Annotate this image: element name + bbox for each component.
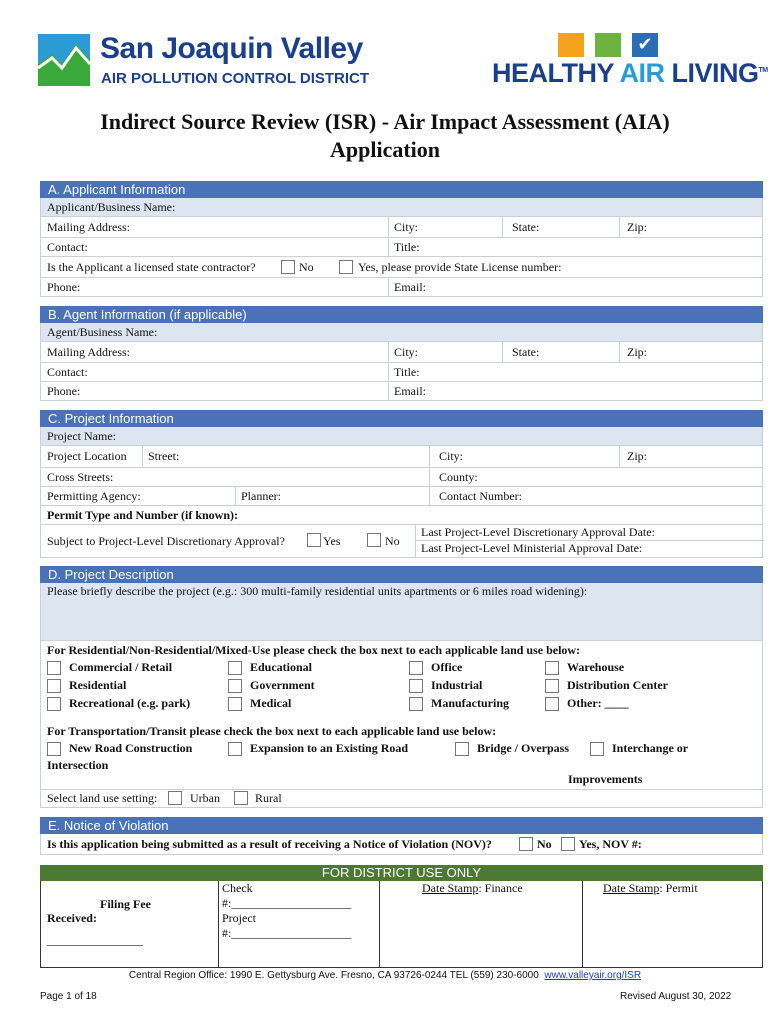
landuse-checkbox[interactable] [545,661,559,675]
nov-question: Is this application being submitted as a result of receiving a Notice of Violation (NOV)? [47,837,492,851]
agent-mailing-label[interactable]: Mailing Address: [47,345,130,359]
project-location-label: Project Location [47,449,127,463]
divider [429,468,430,486]
licensed-no-label: No [299,260,314,274]
divider [582,881,583,967]
divider [502,217,503,237]
project-street-label[interactable]: Street: [148,449,180,463]
approval-dates [415,525,764,557]
divider [429,446,430,467]
section-a-heading: A. Applicant Information [40,181,763,198]
filing-fee-label: Filing Fee [100,897,151,911]
project-description-prompt: Please briefly describe the project (e.g.: 300 multi-family residential units apartments or 6 miles road widening): [47,584,588,598]
landuse-label: Commercial / Retail [69,660,173,674]
project-name-label: Project Name: [47,429,116,443]
date-stamp-finance-u: Date Stamp [422,881,479,895]
check-icon: ✔ [632,33,658,57]
applicant-mailing-row [40,217,763,238]
applicant-phone-row [40,278,763,297]
agent-state-label[interactable]: State: [512,345,540,359]
applicant-city-label[interactable]: City: [394,220,419,234]
nov-yes-label: Yes, NOV #: [579,837,642,851]
project-name-field[interactable] [40,427,763,446]
revised-date: Revised August 30, 2022 [620,991,732,1002]
land-use-setting-label: Select land use setting: [47,791,158,805]
date-stamp-finance-text: : Finance [478,881,523,895]
improvements-label: Improvements [568,772,643,786]
date-stamp-permit[interactable] [603,881,698,896]
landuse-checkbox[interactable] [545,697,559,711]
landuse-label: Manufacturing [431,696,509,710]
landuse-label: Industrial [431,678,483,692]
project-location-row [40,446,763,468]
received-label: Received: [47,911,97,925]
urban-checkbox[interactable] [168,791,182,805]
project-description-textarea[interactable] [40,583,763,641]
landuse-checkbox[interactable] [47,697,61,711]
divider [619,342,620,362]
project-label: Project [222,911,256,925]
landuse-checkbox[interactable] [409,679,423,693]
agent-phone-row [40,382,763,401]
transport-checkbox[interactable] [47,742,61,756]
agent-zip-label[interactable]: Zip: [627,345,647,359]
landuse-label: Distribution Center [567,678,668,692]
discretionary-row [40,525,763,558]
divider [502,342,503,362]
page-title [0,108,770,164]
applicant-business-name-label: Applicant/Business Name: [47,200,176,214]
page-number: Page 1 of 18 [40,991,97,1002]
landuse-checkbox[interactable] [409,697,423,711]
permitting-agency-row [40,487,763,506]
nov-row [40,834,763,855]
licensed-yes-checkbox[interactable] [339,260,353,274]
urban-label: Urban [190,791,220,805]
transport-checkbox[interactable] [228,742,242,756]
landuse-checkbox[interactable] [228,697,242,711]
landuse-label: Other: ____ [567,696,629,710]
landuse-checkbox[interactable] [545,679,559,693]
cross-streets-label[interactable]: Cross Streets: [47,470,114,484]
transport-label: New Road Construction [69,741,193,755]
project-city-label[interactable]: City: [439,449,464,463]
permit-type-label: Permit Type and Number (if known): [47,508,239,522]
transport-label: Interchange or [612,741,689,755]
transport-label: Bridge / Overpass [477,741,569,755]
last-discretionary-label[interactable]: Last Project-Level Discretionary Approval Date: [415,525,764,541]
section-c-heading: C. Project Information [40,410,763,427]
date-stamp-permit-text: : Permit [659,881,698,895]
licensed-contractor-question: Is the Applicant a licensed state contractor? [47,260,256,274]
section-b-heading: B. Agent Information (if applicable) [40,306,763,323]
applicant-business-name-field[interactable] [40,198,763,217]
transport-label: Expansion to an Existing Road [250,741,409,755]
applicant-contact-label[interactable]: Contact: [47,240,88,254]
transport-heading: For Transportation/Transit please check the box next to each applicable land use below: [47,724,497,738]
intersection-label: Intersection [47,758,109,772]
check-number-field[interactable]: #:____________________ [222,896,352,910]
sjv-logo [38,34,90,86]
landuse-label: Residential [69,678,127,692]
title-line-2: Application [329,137,441,162]
section-d-heading: D. Project Description [40,566,763,583]
footer-link[interactable]: www.valleyair.org/ISR [544,970,642,981]
licensed-contractor-row [40,257,763,278]
last-ministerial-label[interactable]: Last Project-Level Ministerial Approval Date: [421,541,643,555]
licensed-yes-label: Yes, please provide State License number: [358,260,562,274]
healthy-air-living-logo [492,58,768,89]
brand-healthy: HEALTHY [492,58,620,88]
agent-title-label[interactable]: Title: [394,365,420,379]
applicant-state-label[interactable]: State: [512,220,540,234]
transport-checkbox[interactable] [455,742,469,756]
applicant-phone-label[interactable]: Phone: [47,280,81,294]
cross-streets-row [40,468,763,487]
landuse-heading: For Residential/Non-Residential/Mixed-Use please check the box next to each applicable land use below: [47,643,581,657]
check-label: Check [222,881,253,895]
discretionary-no-label: No [385,534,400,548]
landuse-label: Warehouse [567,660,625,674]
project-zip-label[interactable]: Zip: [627,449,647,463]
landuse-label: Government [250,678,315,692]
landuse-checkbox[interactable] [228,679,242,693]
landuse-checkbox[interactable] [409,661,423,675]
section-e-heading: E. Notice of Violation [40,817,763,834]
project-number-field[interactable]: #:____________________ [222,926,352,940]
landuse-label: Medical [250,696,292,710]
applicant-title-label[interactable]: Title: [394,240,420,254]
agent-business-name-label: Agent/Business Name: [47,325,158,339]
discretionary-question: Subject to Project-Level Discretionary Approval? [47,534,285,548]
district-use-heading: FOR DISTRICT USE ONLY [40,865,763,881]
date-stamp-finance[interactable] [422,881,523,896]
brand-air: AIR [619,58,665,88]
contact-number-label[interactable]: Contact Number: [439,489,522,503]
permitting-agency-label[interactable]: Permitting Agency: [47,489,141,503]
title-line-1: Indirect Source Review (ISR) - Air Impact Assessment (AIA) [100,109,670,134]
agent-mailing-row [40,342,763,363]
brand-tm: TM [758,67,768,74]
footer-office [0,970,770,981]
agent-contact-row [40,363,763,382]
discretionary-yes-label: Yes [323,534,341,548]
landuse-label: Office [431,660,463,674]
transport-checkbox[interactable] [590,742,604,756]
agent-contact-label[interactable]: Contact: [47,365,88,379]
received-blank[interactable]: ________________ [47,933,143,947]
org-subtitle: AIR POLLUTION CONTROL DISTRICT [101,70,370,87]
permit-type-row[interactable] [40,506,763,525]
applicant-mailing-label[interactable]: Mailing Address: [47,220,130,234]
agent-business-name-field[interactable] [40,323,763,342]
divider [218,881,219,967]
applicant-contact-row [40,238,763,257]
landuse-checkbox[interactable] [228,661,242,675]
landuse-label: Educational [250,660,313,674]
county-label[interactable]: County: [439,470,478,484]
date-stamp-permit-u: Date Stamp [603,881,660,895]
applicant-email-label[interactable]: Email: [394,280,426,294]
landuse-checkbox[interactable] [47,661,61,675]
leaf-icon [595,33,621,57]
applicant-zip-label[interactable]: Zip: [627,220,647,234]
rural-checkbox[interactable] [234,791,248,805]
brand-living: LIVING [664,58,759,88]
divider [379,881,380,967]
divider [619,446,620,467]
divider [429,487,430,505]
agent-phone-label[interactable]: Phone: [47,384,81,398]
landuse-label: Recreational (e.g. park) [69,696,191,710]
footer-office-text: Central Region Office: 1990 E. Gettysburg Ave. Fresno, CA 93726-0244 TEL (559) 230-6000 [128,970,539,981]
org-name: San Joaquin Valley [100,32,363,65]
sun-icon [558,33,584,57]
nov-no-label: No [537,837,552,851]
divider [619,217,620,237]
agent-city-label[interactable]: City: [394,345,419,359]
landuse-checkbox[interactable] [47,679,61,693]
rural-label: Rural [255,791,282,805]
agent-email-label[interactable]: Email: [394,384,426,398]
planner-label[interactable]: Planner: [241,489,281,503]
